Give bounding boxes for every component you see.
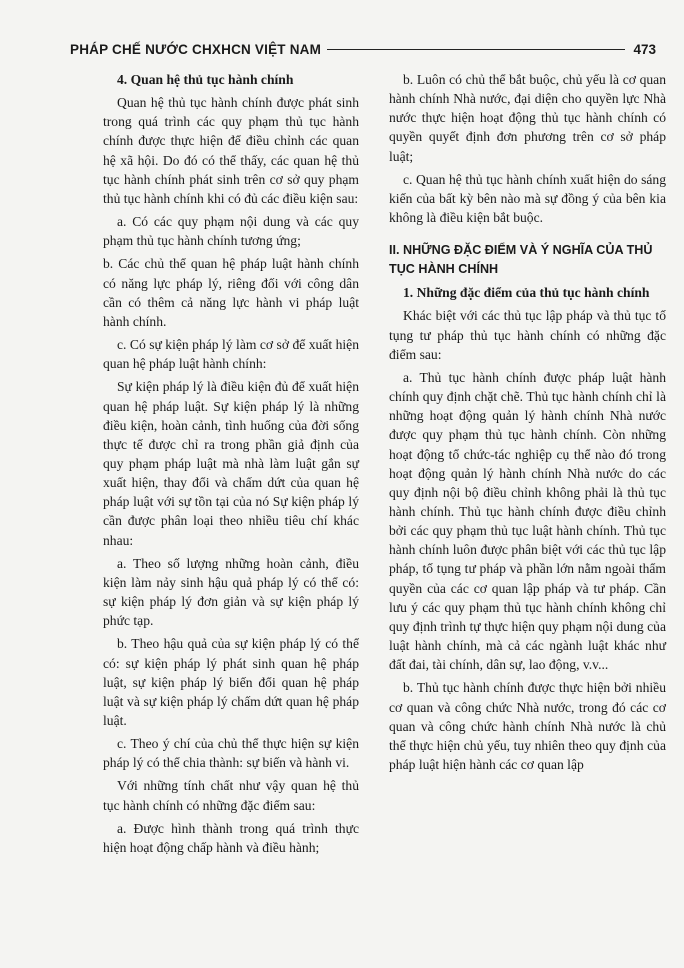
paragraph: c. Quan hệ thủ tục hành chính xuất hiện do sáng kiến của bất kỳ bên nào mà sự đồng ý của bên kia không là điều kiện bắt buộc. xyxy=(389,171,666,226)
left-column xyxy=(103,70,359,861)
paragraph: Sự kiện pháp lý là điều kiện đủ để xuất hiện quan hệ pháp luật. Sự kiện pháp lý là những điều kiện, hoàn cảnh, tình huống của đời sống thực tế được chỉ ra trong phần giả định của quy phạm pháp luật mà nhà làm luật gắn sự xuất hiện, thay đổi và chấm dứt của quan hệ pháp luật với sự tồn tại của nó Sự kiện pháp lý cần được phân loại theo nhiều tiêu chí khác nhau: xyxy=(103,379,359,548)
paragraph: Quan hệ thủ tục hành chính được phát sinh trong quá trình các quy phạm thủ tục hành chính được thực hiện để điều chỉnh các quan hệ xã hội. Do đó có thể thấy, các quan hệ thủ tục hành chính phát sinh trên cơ sở quy phạm thủ tục hành chính khi có đủ các điều kiện sau: xyxy=(103,95,359,206)
right-column xyxy=(389,70,666,778)
page-header xyxy=(70,40,656,58)
section-heading: 4. Quan hệ thủ tục hành chính xyxy=(117,72,294,87)
paragraph: a. Thủ tục hành chính được pháp luật hành chính quy định chặt chẽ. Thủ tục hành chính chỉ là những hoạt động quản lý hành chính Nhà nước được quy phạm thủ tục hành chính. Còn những hoạt động tổ chức-tác nghiệp cụ thể nào đó trong hoạt động quản lý hành chính Nhà nước do các quy định nội bộ điều chỉnh không phải là thủ tục hành chính. Thủ tục hành chính được điều chỉnh bởi các quy phạm thủ tục luật hành chính. Thủ tục hành chính luôn được phân biệt với các thủ tục lập pháp, tố tụng tư pháp và phần lớn nằm ngoài thẩm quyền của các cơ quan lập pháp và tư pháp. Cần lưu ý các quy phạm thủ tục hành chính không chỉ quy định trình tự thực hiện quy phạm nội dung của luật hành chính, mà cả các ngành luật khác như đất đai, tài chính, dân sự, lao động, v.v... xyxy=(389,369,666,673)
paragraph: a. Được hình thành trong quá trình thực hiện hoạt động chấp hành và điều hành; xyxy=(103,820,359,855)
paragraph: a. Theo số lượng những hoàn cảnh, điều kiện làm nảy sinh hậu quả pháp lý có thể có: sự kiện pháp lý đơn giản và sự kiện pháp lý phức tạp. xyxy=(103,555,359,629)
paragraph: c. Theo ý chí của chủ thể thực hiện sự kiện pháp lý có thể chia thành: sự biến và hành vi. xyxy=(103,736,359,771)
paragraph: Khác biệt với các thủ tục lập pháp và thủ tục tố tụng tư pháp thủ tục hành chính có những đặc điểm sau: xyxy=(389,308,666,362)
paragraph: c. Có sự kiện pháp lý làm cơ sở để xuất hiện quan hệ pháp luật hành chính: xyxy=(103,337,359,372)
running-title: PHÁP CHẾ NƯỚC CHXHCN VIỆT NAM xyxy=(70,41,322,57)
subsection-heading: 1. Những đặc điểm của thủ tục hành chính xyxy=(403,285,650,301)
section-title: II. NHỮNG ĐẶC ĐIỂM VÀ Ý NGHĨA CỦA THỦ TỤC HÀNH CHÍNH xyxy=(389,243,653,277)
page-number: 473 xyxy=(633,41,656,57)
paragraph: b. Thủ tục hành chính được thực hiện bởi nhiều cơ quan và công chức Nhà nước, trong đó các cơ quan và công chức hành chính Nhà nước là chủ thể thực hiện chủ yếu, tuy nhiên theo quy định của pháp luật hiện hành các cơ quan lập xyxy=(389,680,666,772)
paragraph: b. Luôn có chủ thể bắt buộc, chủ yếu là cơ quan hành chính Nhà nước, đại diện cho quyền lực Nhà nước thực hiện hoạt động thủ tục hành chính có quyền quyết định đơn phương trên cơ sở pháp luật; xyxy=(389,72,666,164)
paragraph: b. Theo hậu quả của sự kiện pháp lý có thể có: sự kiện pháp lý phát sinh quan hệ pháp luật, sự kiện pháp lý biến đổi quan hệ pháp luật và sự kiện pháp lý chấm dứt quan hệ pháp luật. xyxy=(103,636,359,728)
paragraph: a. Có các quy phạm nội dung và các quy phạm thủ tục hành chính tương ứng; xyxy=(103,214,359,249)
header-rule xyxy=(327,49,625,50)
paragraph: Với những tính chất như vậy quan hệ thủ tục hành chính có những đặc điểm sau: xyxy=(103,778,359,813)
paragraph: b. Các chủ thể quan hệ pháp luật hành chính có năng lực pháp lý, riêng đối với công dân cần có thêm cả năng lực hành vi pháp luật hành chính. xyxy=(103,256,359,329)
